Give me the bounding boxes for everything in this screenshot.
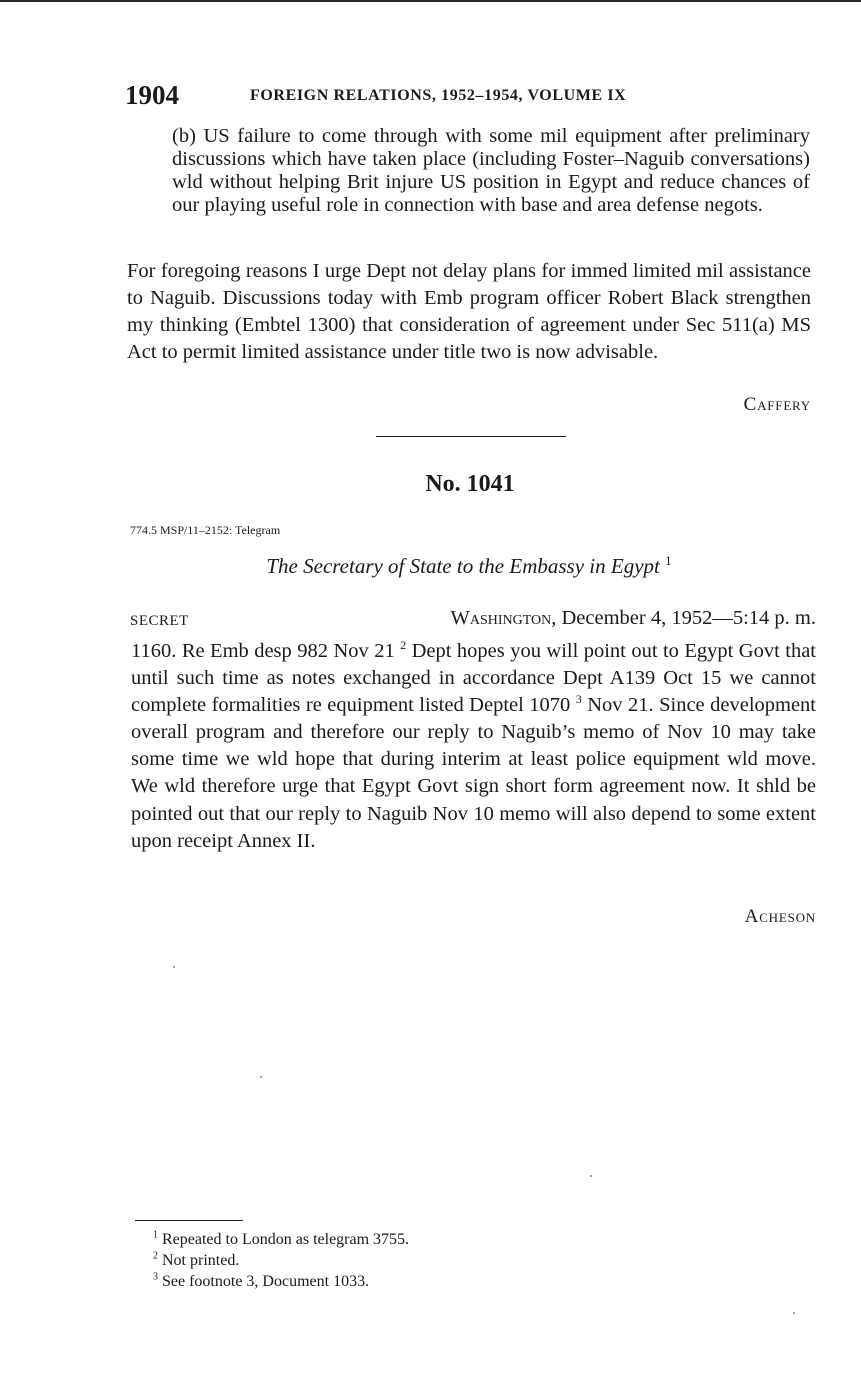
telegram-body-part-2: Dept hopes you will point out to Egypt Govt that until such time as notes exchanged in accordance Dept A139 Oct 15 we cannot complete formalities re equipment listed Deptel 1070 bbox=[131, 640, 816, 717]
footnote-rule bbox=[135, 1220, 243, 1221]
scan-speck bbox=[793, 1312, 795, 1314]
continued-paragraph-b: (b) US failure to come through with some mil equipment after preliminary discussions which have taken place (including Foster–Naguib conversations) wld without helping Brit injure US position in Egypt and reduce chances of our playing useful role in connection with base and area defense negots. bbox=[172, 125, 810, 216]
signature-caffery: Caffery bbox=[743, 394, 811, 415]
footnote-2 bbox=[153, 1250, 409, 1271]
telegram-body-part-1: 1160. Re Emb desp 982 Nov 21 bbox=[131, 640, 395, 662]
file-reference: 774.5 MSP/11–2152: Telegram bbox=[130, 523, 281, 537]
footnote-1-text: Repeated to London as telegram 3755. bbox=[162, 1231, 410, 1248]
footnote-3-text: See footnote 3, Document 1033. bbox=[162, 1273, 370, 1290]
footnote-2-mark: 2 bbox=[153, 1250, 158, 1262]
footnote-1 bbox=[153, 1229, 409, 1250]
continued-paragraph-foregoing: For foregoing reasons I urge Dept not delay plans for immed limited mil assistance to Naguib. Discussions today with Emb program officer Robert Black strengthen my thinking (Embtel 1300) that consideration of agreement under Sec 511(a) MS Act to permit limited assistance under title two is now advisable. bbox=[127, 260, 811, 363]
running-head: FOREIGN RELATIONS, 1952–1954, VOLUME IX bbox=[250, 87, 627, 104]
telegram-body-part-3: Nov 21. Since development overall program and therefore our reply to Naguib’s memo of Nov 10 may take some time we wld hope that during interim at least police equipment wld move. We wld therefore urge that Egypt Govt sign short form agreement now. It shld be pointed out that our reply to Naguib Nov 10 memo will also depend to some extent upon receipt Annex II. bbox=[131, 694, 817, 852]
dateline bbox=[450, 606, 816, 630]
signature-acheson: Acheson bbox=[744, 906, 816, 927]
footnote-3-mark: 3 bbox=[153, 1271, 158, 1283]
footnote-ref-3: 3 bbox=[575, 692, 582, 707]
dateline-date: , December 4, 1952—5:14 p. m. bbox=[551, 607, 816, 629]
footnote-2-text: Not printed. bbox=[162, 1252, 240, 1269]
top-border-rule bbox=[0, 0, 861, 2]
document-title-text: The Secretary of State to the Embassy in Egypt bbox=[266, 554, 660, 578]
telegram-body bbox=[131, 638, 816, 855]
scan-speck bbox=[260, 1076, 262, 1078]
document-title bbox=[0, 553, 861, 579]
footnotes bbox=[153, 1229, 409, 1292]
footnote-ref-2: 2 bbox=[400, 638, 407, 653]
footnote-1-mark: 1 bbox=[153, 1229, 158, 1241]
footnote-3 bbox=[153, 1271, 409, 1292]
document-number: No. 1041 bbox=[425, 471, 515, 497]
section-divider bbox=[376, 436, 566, 437]
page-number: 1904 bbox=[125, 80, 179, 110]
scan-speck bbox=[590, 1175, 592, 1177]
classification-label: SECRET bbox=[130, 613, 189, 629]
footnote-ref-1: 1 bbox=[665, 553, 672, 568]
scan-speck bbox=[173, 966, 175, 968]
dateline-place: Washington bbox=[450, 607, 552, 629]
